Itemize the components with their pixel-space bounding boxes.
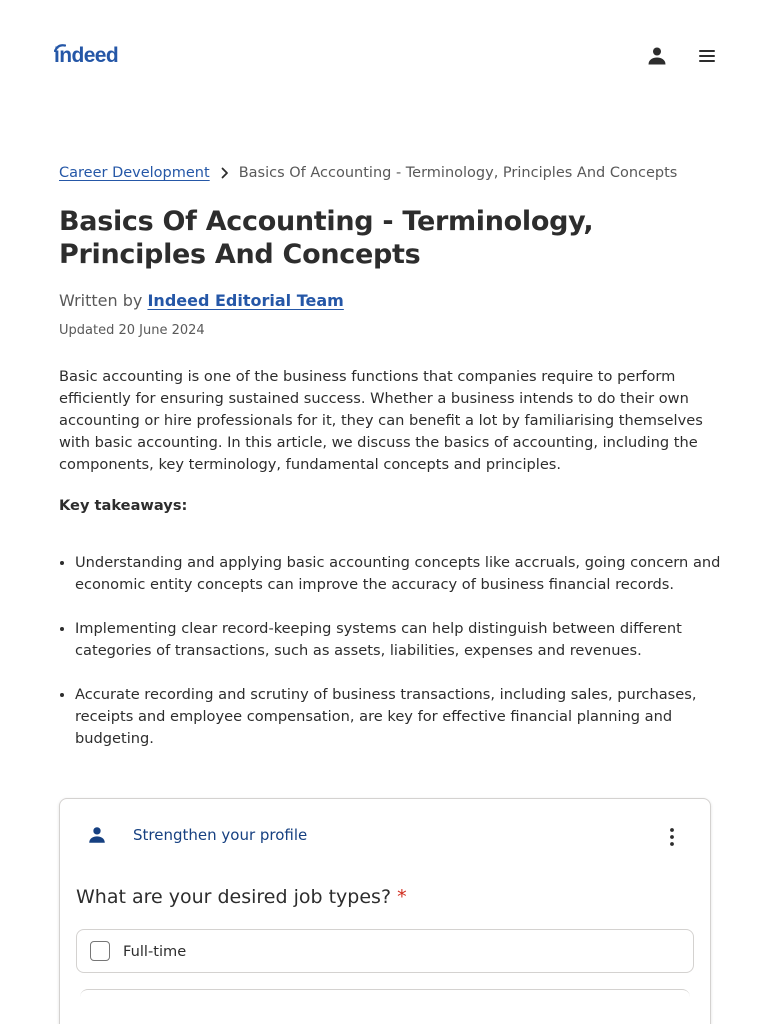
intro-paragraph: Basic accounting is one of the business functions that companies require to perform efficiently for ensuring sustained success. Whether a business intends to do their own accounting or hire professionals for it, they can benefit a lot by familiarising themselves with basic accounting. In this article, we discuss the basics of accounting, including the components, key terminology, fundamental concepts and principles. bbox=[59, 368, 703, 473]
page-title: Basics Of Accounting - Terminology, Principles And Concepts bbox=[59, 206, 594, 270]
full-time-checkbox[interactable] bbox=[90, 941, 110, 961]
job-type-option-next[interactable] bbox=[80, 989, 690, 1024]
updated-date: Updated 20 June 2024 bbox=[59, 323, 205, 338]
job-type-option-full-time[interactable] bbox=[76, 929, 694, 973]
question-text: What are your desired job types? bbox=[76, 886, 392, 908]
job-types-question bbox=[76, 886, 407, 908]
key-takeaways-heading: Key takeaways: bbox=[59, 497, 188, 514]
chevron-right-icon bbox=[220, 167, 230, 179]
list-item: • Understanding and applying basic accounting concepts like accruals, going concern and economic entity concepts can improve the accuracy of business financial records. bbox=[75, 552, 725, 596]
site-header bbox=[0, 0, 768, 112]
list-item: • Accurate recording and scrutiny of business transactions, including sales, purchases, receipts and employee compensation, are key for effective financial planning and budgeting. bbox=[75, 684, 725, 750]
more-options-button[interactable] bbox=[658, 823, 686, 851]
breadcrumb-career-development-link[interactable]: Career Development bbox=[59, 165, 210, 181]
person-icon bbox=[86, 824, 108, 850]
logo-text: indeed bbox=[54, 44, 119, 67]
more-vertical-icon bbox=[669, 827, 675, 847]
list-item: • Implementing clear record-keeping systems can help distinguish between different categories of transactions, such as assets, liabilities, expenses and revenues. bbox=[75, 618, 725, 662]
breadcrumb-current-page: Basics Of Accounting - Terminology, Principles And Concepts bbox=[238, 165, 678, 181]
card-heading: Strengthen your profile bbox=[133, 826, 308, 844]
option-label: Full-time bbox=[123, 942, 187, 960]
byline bbox=[59, 291, 344, 310]
breadcrumb bbox=[59, 161, 739, 185]
key-takeaways-list bbox=[59, 552, 725, 772]
author-link[interactable]: Indeed Editorial Team bbox=[147, 291, 344, 310]
strengthen-profile-card bbox=[59, 798, 711, 1024]
written-by-label: Written by bbox=[59, 291, 143, 310]
account-button[interactable] bbox=[641, 40, 673, 72]
main-menu-button[interactable] bbox=[691, 40, 723, 72]
hamburger-menu-icon bbox=[696, 45, 718, 67]
person-icon bbox=[645, 44, 669, 68]
required-marker: * bbox=[397, 886, 407, 908]
logo-swoosh-icon bbox=[54, 44, 66, 52]
